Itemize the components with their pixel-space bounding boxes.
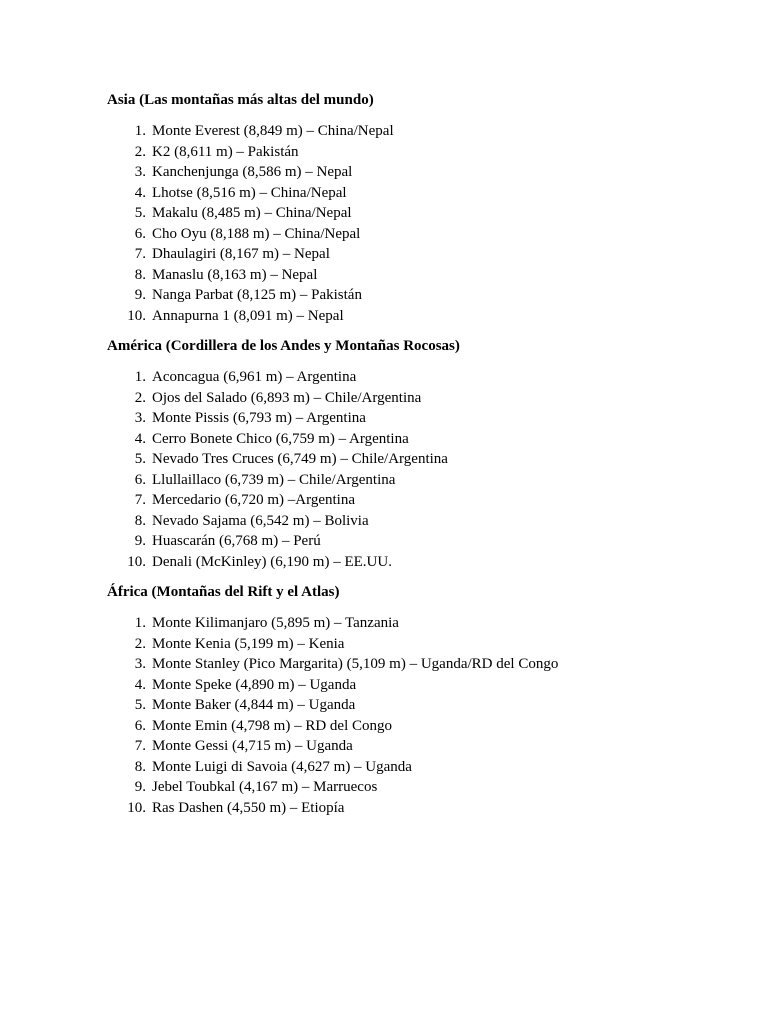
list-item <box>107 757 727 778</box>
list-item-number: 8. <box>134 266 146 283</box>
list-item <box>107 511 727 532</box>
list-item-text: Denali (McKinley) (6,190 m) – EE.UU. <box>152 553 392 570</box>
list-item-text: Huascarán (6,768 m) – Perú <box>152 533 321 549</box>
list-item-number: 4. <box>134 430 146 447</box>
section-heading-asia: Asia (Las montañas más altas del mundo) <box>107 92 374 108</box>
list-item-number: 10. <box>127 307 146 324</box>
list-item-number: 10. <box>127 553 146 570</box>
list-item-number: 7. <box>134 492 146 508</box>
section-heading-america: América (Cordillera de los Andes y Montañas Rocosas) <box>107 338 460 354</box>
list-item-text: Monte Kilimanjaro (5,895 m) – Tanzania <box>152 615 399 631</box>
list-item <box>107 675 727 696</box>
list-item-text: K2 (8,611 m) – Pakistán <box>152 143 299 160</box>
list-item-text: Monte Everest (8,849 m) – China/Nepal <box>152 123 394 139</box>
list-item-number: 1. <box>134 369 146 385</box>
mountain-list-africa <box>107 613 727 818</box>
list-item-text: Monte Kenia (5,199 m) – Kenia <box>152 635 345 652</box>
list-item <box>107 613 727 634</box>
list-item-number: 10. <box>127 799 146 816</box>
list-item-number: 4. <box>134 676 146 693</box>
list-item <box>107 777 727 798</box>
list-item-number: 1. <box>134 615 146 631</box>
list-item <box>107 265 727 286</box>
section-africa <box>107 582 727 818</box>
list-item <box>107 470 727 491</box>
list-item-text: Lhotse (8,516 m) – China/Nepal <box>152 184 347 201</box>
list-item-text: Monte Baker (4,844 m) – Uganda <box>152 697 356 713</box>
list-item <box>107 654 727 675</box>
list-item <box>107 367 727 388</box>
list-item-number: 6. <box>134 471 146 488</box>
list-item-number: 5. <box>134 697 146 713</box>
list-item <box>107 716 727 737</box>
list-item <box>107 634 727 655</box>
list-item-text: Jebel Toubkal (4,167 m) – Marruecos <box>152 779 378 795</box>
list-item-text: Monte Speke (4,890 m) – Uganda <box>152 676 357 693</box>
list-item-number: 9. <box>134 779 146 795</box>
list-item-text: Makalu (8,485 m) – China/Nepal <box>152 205 352 221</box>
list-item <box>107 203 727 224</box>
list-item-number: 3. <box>134 656 146 672</box>
list-item-text: Monte Emin (4,798 m) – RD del Congo <box>152 717 392 734</box>
list-item-number: 9. <box>134 287 146 303</box>
list-item-number: 6. <box>134 717 146 734</box>
list-item-number: 9. <box>134 533 146 549</box>
list-item-text: Nanga Parbat (8,125 m) – Pakistán <box>152 287 362 303</box>
list-item-text: Ojos del Salado (6,893 m) – Chile/Argentina <box>152 389 422 406</box>
list-item-text: Mercedario (6,720 m) –Argentina <box>152 492 355 508</box>
list-item <box>107 121 727 142</box>
list-item-number: 2. <box>134 635 146 652</box>
list-item-number: 1. <box>134 123 146 139</box>
list-item-text: Monte Gessi (4,715 m) – Uganda <box>152 738 353 754</box>
list-item-number: 2. <box>134 143 146 160</box>
list-item-number: 3. <box>134 410 146 426</box>
mountain-list-america <box>107 367 727 572</box>
list-item-text: Llullaillaco (6,739 m) – Chile/Argentina <box>152 471 396 488</box>
list-item <box>107 162 727 183</box>
list-item-text: Nevado Tres Cruces (6,749 m) – Chile/Argentina <box>152 451 448 467</box>
list-item-text: Manaslu (8,163 m) – Nepal <box>152 266 318 283</box>
list-item <box>107 285 727 306</box>
list-item-number: 3. <box>134 164 146 180</box>
list-item-text: Kanchenjunga (8,586 m) – Nepal <box>152 164 353 180</box>
list-item-number: 8. <box>134 758 146 775</box>
list-item-number: 7. <box>134 246 146 262</box>
mountain-list-asia <box>107 121 727 326</box>
list-item-number: 8. <box>134 512 146 529</box>
list-item <box>107 244 727 265</box>
list-item-text: Monte Pissis (6,793 m) – Argentina <box>152 410 366 426</box>
list-item-text: Ras Dashen (4,550 m) – Etiopía <box>152 799 345 816</box>
list-item-text: Nevado Sajama (6,542 m) – Bolivia <box>152 512 369 529</box>
list-item <box>107 695 727 716</box>
list-item-text: Dhaulagiri (8,167 m) – Nepal <box>152 246 330 262</box>
section-asia <box>107 90 727 326</box>
list-item <box>107 449 727 470</box>
list-item <box>107 142 727 163</box>
list-item <box>107 552 727 573</box>
section-america <box>107 336 727 572</box>
list-item-number: 5. <box>134 205 146 221</box>
section-heading-africa: África (Montañas del Rift y el Atlas) <box>107 584 340 600</box>
list-item-number: 4. <box>134 184 146 201</box>
list-item-number: 7. <box>134 738 146 754</box>
list-item <box>107 429 727 450</box>
list-item-text: Monte Stanley (Pico Margarita) (5,109 m) – Uganda/RD del Congo <box>152 656 559 672</box>
list-item <box>107 531 727 552</box>
list-item-text: Monte Luigi di Savoia (4,627 m) – Uganda <box>152 758 412 775</box>
list-item-text: Cho Oyu (8,188 m) – China/Nepal <box>152 225 361 242</box>
list-item <box>107 224 727 245</box>
list-item-number: 2. <box>134 389 146 406</box>
list-item <box>107 408 727 429</box>
list-item-text: Aconcagua (6,961 m) – Argentina <box>152 369 357 385</box>
list-item-text: Annapurna 1 (8,091 m) – Nepal <box>152 307 344 324</box>
list-item <box>107 306 727 327</box>
list-item-number: 6. <box>134 225 146 242</box>
list-item <box>107 736 727 757</box>
list-item-number: 5. <box>134 451 146 467</box>
list-item-text: Cerro Bonete Chico (6,759 m) – Argentina <box>152 430 409 447</box>
list-item <box>107 490 727 511</box>
list-item <box>107 388 727 409</box>
list-item <box>107 183 727 204</box>
list-item <box>107 798 727 819</box>
document-body <box>107 90 727 828</box>
